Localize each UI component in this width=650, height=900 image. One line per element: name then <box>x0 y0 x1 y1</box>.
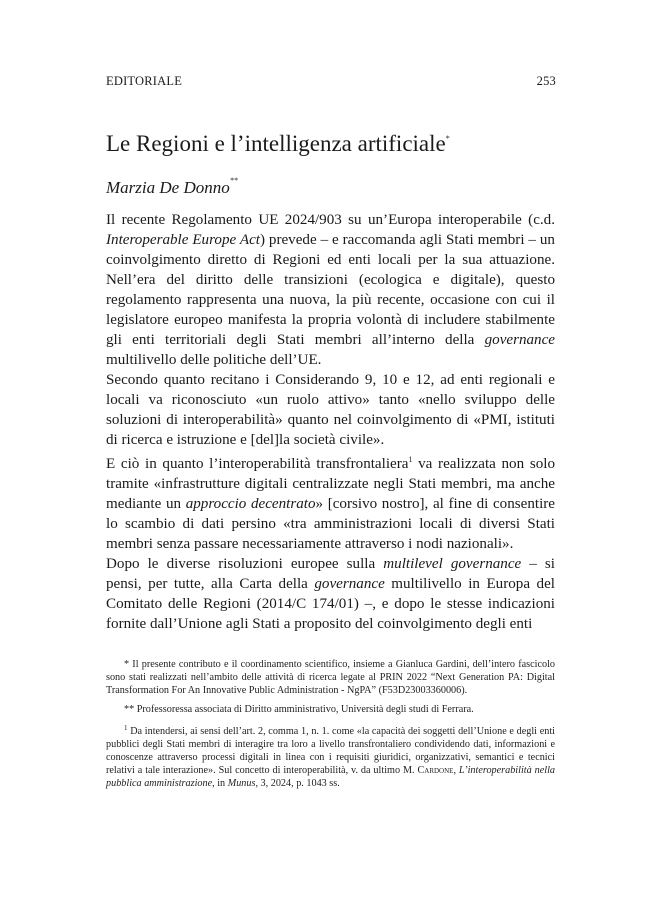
italic-run: L’interoperabilità nella pubblica amministrazione <box>106 765 556 789</box>
title-text: Le Regioni e l’intelligenza artificiale <box>106 131 446 156</box>
footnotes <box>106 658 555 796</box>
text-run: ) prevede – e raccomanda agli Stati membri – un coinvolgimento diretto di Regioni ed enti locali per la sua attuazione. Nell’era del diritto delle transizioni (ecologica e digitale), questo regolamento rappresenta una nuova, la più recente, occasione con cui il legislatore europeo manifesta la propria volontà di includere stabilmente gli enti territoriali degli Stati membri all’interno della <box>106 232 555 348</box>
text-run: Da intendersi, ai sensi dell’art. 2, comma 1, n. 1. come «la capacità dei soggetti dell’Unione e degli enti pubblici degli Stati membri di interagire tra loro a livello transfrontaliero condividendo dati, informazioni e conoscenze attraverso processi digitali in linea con i requisiti giuridici, organizzativi, semantici e tecnici relativi a tale interazione». Sul concetto di interoperabilità, v. da ultimo M. <box>106 726 555 776</box>
author-name: Marzia De Donno <box>106 178 230 197</box>
footnote-1 <box>106 722 555 790</box>
footnote-double-star: ** Professoressa associata di Diritto amministrativo, Università degli studi di Ferrara. <box>124 704 474 715</box>
italic-run: Interoperable Europe Act <box>106 232 260 248</box>
author-footnote-marker[interactable]: ** <box>229 176 238 185</box>
text-run: multilivello delle politiche dell’UE. <box>106 352 322 368</box>
italic-run: Munus <box>227 778 256 789</box>
footnote-ref-1[interactable]: 1 <box>408 455 413 464</box>
text-run: E ciò in quanto l’interoperabilità transfrontaliera <box>106 456 409 472</box>
text-run: , <box>453 765 459 776</box>
italic-run: governance <box>484 332 555 348</box>
text-run: Il recente Regolamento UE 2024/903 su un’Europa interoperabile (c.d. <box>106 212 555 228</box>
paragraph-2: Secondo quanto recitano i Considerando 9, 10 e 12, ad enti regionali e locali va riconosciuto «un ruolo attivo» tanto «nello sviluppo delle soluzioni di interoperabilità» quanto nel coinvolgimento di «PMI, istituti di ricerca e istruzione e [del]la società civile». <box>106 372 555 448</box>
italic-run: multilevel governance <box>383 556 522 572</box>
italic-run: approccio decentrato <box>185 496 316 512</box>
article-body <box>106 210 555 634</box>
author-surname: Cardone <box>417 765 454 776</box>
paragraph-4 <box>106 554 555 634</box>
title-footnote-marker[interactable]: * <box>445 134 450 143</box>
author-line <box>106 176 238 198</box>
text-run: va realizzata non solo tramite «infrastrutture digitali centralizzate negli Stati membri, ma anche mediante un <box>106 456 555 512</box>
text-run: , 3, 2024, p. 1043 ss. <box>255 778 340 789</box>
text-run: » [corsivo nostro], al fine di consentire lo scambio di dati persino «tra amministrazioni locali di diversi Stati membri senza passare necessariamente attraverso i nodi nazionali». <box>106 496 555 552</box>
text-run: Dopo le diverse risoluzioni europee sulla <box>106 556 384 572</box>
footnote-star: * Il presente contributo e il coordinamento scientifico, insieme a Gianluca Gardini, dell’intero fascicolo sono stati realizzati nell’ambito delle attività di ricerca legate al PRIN 2022 “Next Generation PA: Digital Transformation For An Innovative Public Administration - NgPA” (F53D23003360006). <box>106 659 555 696</box>
text-run: , in <box>212 778 228 789</box>
section-label: EDITORIALE <box>106 74 183 88</box>
paragraph-1 <box>106 210 555 370</box>
running-head <box>106 74 556 90</box>
footnote-number: 1 <box>124 724 128 732</box>
text-run: multilivello in Europa del Comitato delle Regioni (2014/C 174/01) –, e dopo le stesse indicazioni fornite dall’Unione agli Stati a proposito del coinvolgimento degli enti <box>106 576 555 632</box>
article-title <box>106 131 566 157</box>
page-number: 253 <box>536 74 556 88</box>
text-run: – si pensi, per tutte, alla Carta della <box>106 556 555 592</box>
paragraph-3 <box>106 450 555 554</box>
italic-run: governance <box>314 576 385 592</box>
